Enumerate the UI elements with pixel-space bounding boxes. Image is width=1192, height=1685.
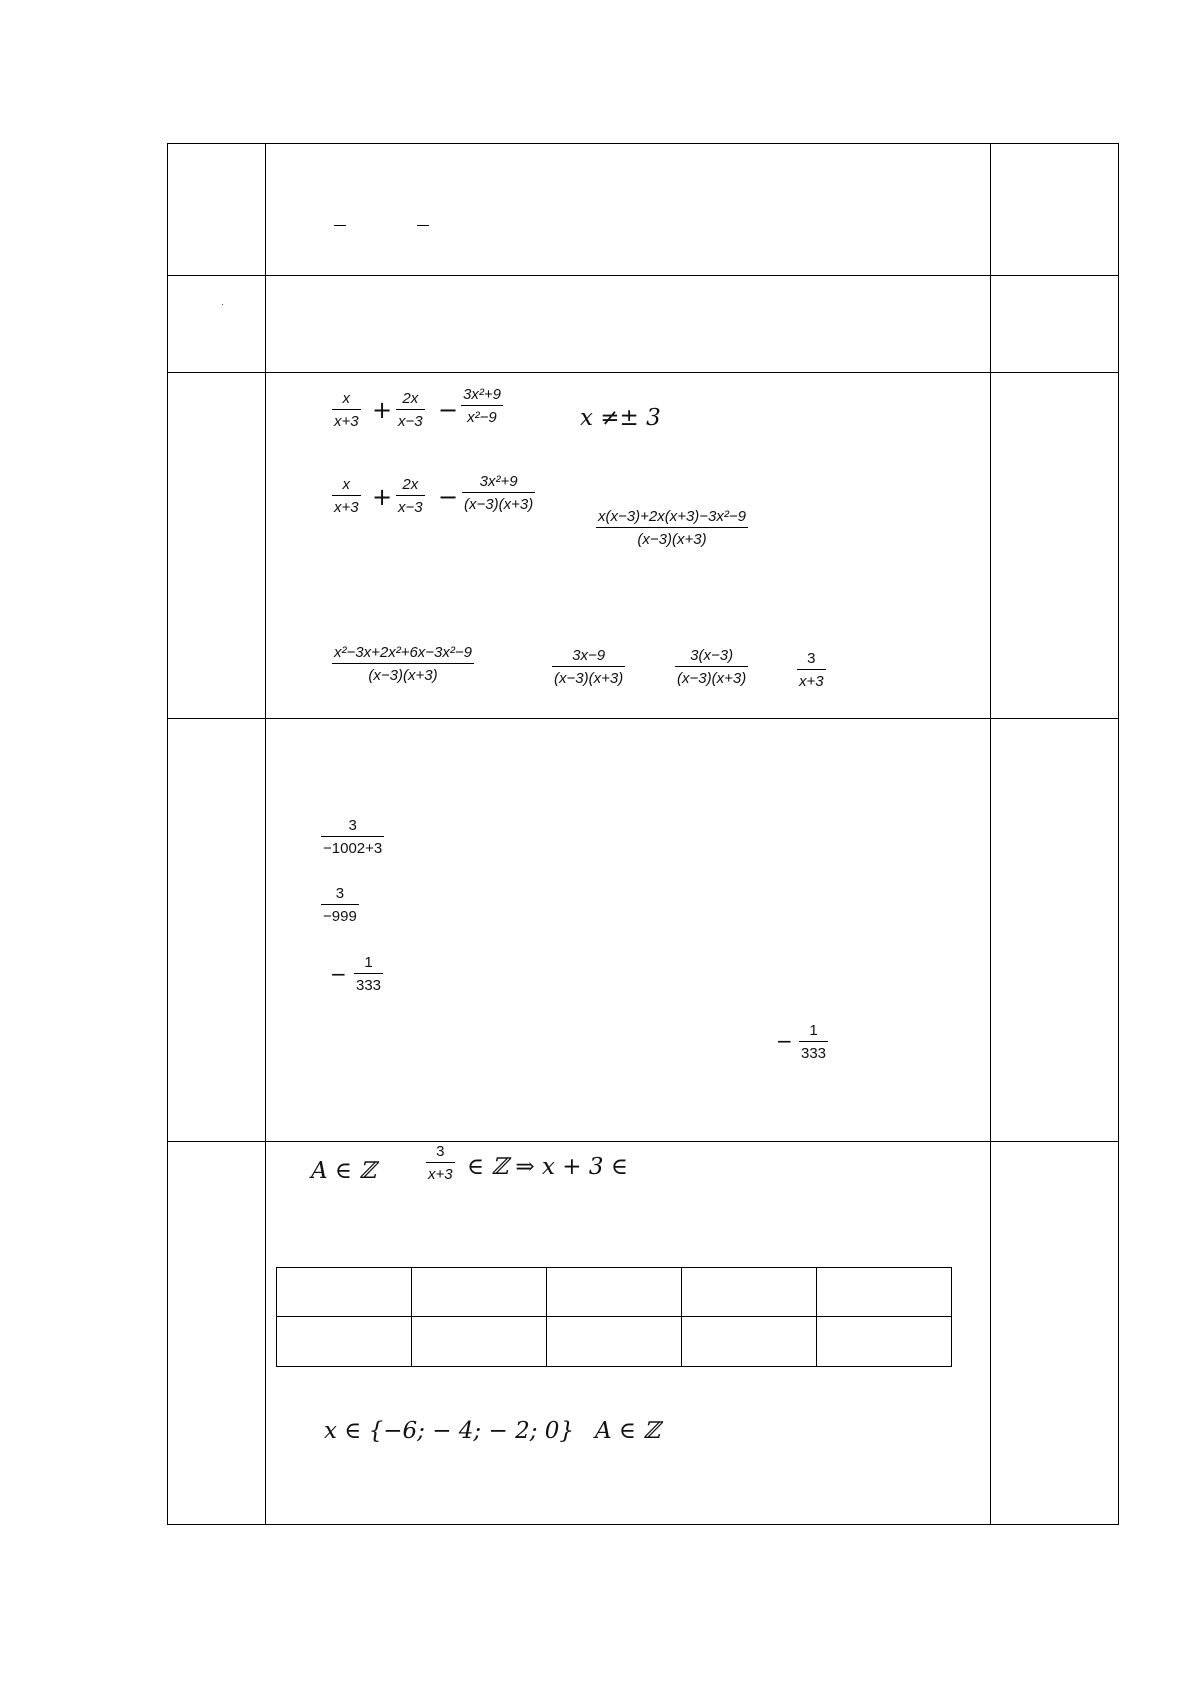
step3-expanded-fraction: x²−3x+2x²+6x−3x²−9 (x−3)(x+3) xyxy=(334,644,472,685)
cond-fraction: 3 x+3 xyxy=(428,1143,453,1184)
table-right-border xyxy=(1118,143,1119,1525)
frac-2x-over-x-minus-3: 2x x−3 xyxy=(398,390,423,431)
step3-final-fraction: 3 x+3 xyxy=(799,650,824,691)
plus-sign: + xyxy=(372,396,393,424)
grid-mid xyxy=(276,1316,952,1317)
grid-v5 xyxy=(951,1267,952,1367)
step3-factored-fraction: 3(x−3) (x−3)(x+3) xyxy=(677,647,747,688)
row1-dash-b xyxy=(417,225,429,226)
sub-frac-1: 3 −1002+3 xyxy=(323,817,383,858)
final-solution-set: x ∈ {−6; − 4; − 2; 0} xyxy=(324,1418,575,1444)
step2-frac-factored: 3x²+9 (x−3)(x+3) xyxy=(464,473,534,514)
final-condition: A ∈ ℤ xyxy=(595,1418,661,1444)
row-divider-1 xyxy=(167,275,1119,276)
row-divider-2 xyxy=(167,372,1119,373)
sub-frac-3: 1 333 xyxy=(356,954,382,995)
result-fraction: 1 333 xyxy=(801,1022,827,1063)
grid-top xyxy=(276,1267,952,1268)
cond-A-in-Z: A ∈ ℤ xyxy=(311,1158,377,1184)
minus-sign: − xyxy=(438,396,459,424)
result-neg-sign: − xyxy=(776,1029,793,1053)
frac-x-over-x-plus-3: x x+3 xyxy=(334,390,359,431)
step2-plus: + xyxy=(372,483,393,511)
table-bottom-border xyxy=(167,1524,1119,1525)
row-divider-3 xyxy=(167,718,1119,719)
sub-neg-sign: − xyxy=(330,962,347,986)
grid-v4 xyxy=(816,1267,817,1367)
table-left-border xyxy=(167,143,168,1525)
domain-condition: x ≠± 3 xyxy=(580,405,661,431)
cond-implies: ∈ ℤ ⇒ x + 3 ∈ xyxy=(467,1154,628,1180)
frac-3x2-plus-9-over-x2-minus-9: 3x²+9 x²−9 xyxy=(463,386,501,427)
row-divider-4 xyxy=(167,1141,1119,1142)
row1-dash-a xyxy=(334,225,346,226)
step2-frac-x: x x+3 xyxy=(334,476,359,517)
step2-frac-2x: 2x x−3 xyxy=(398,476,423,517)
grid-v1 xyxy=(411,1267,412,1367)
col-divider-2 xyxy=(990,143,991,1525)
col-divider-1 xyxy=(265,143,266,1525)
step2-minus: − xyxy=(438,483,459,511)
step3-simplified-fraction: 3x−9 (x−3)(x+3) xyxy=(554,647,624,688)
row2-dot xyxy=(222,304,223,305)
sub-frac-2: 3 −999 xyxy=(323,885,357,926)
grid-bottom xyxy=(276,1366,952,1367)
table-top-border xyxy=(167,143,1119,144)
grid-v0 xyxy=(276,1267,277,1367)
grid-v3 xyxy=(681,1267,682,1367)
grid-v2 xyxy=(546,1267,547,1367)
step2-combined-fraction: x(x−3)+2x(x+3)−3x²−9 (x−3)(x+3) xyxy=(598,508,746,549)
